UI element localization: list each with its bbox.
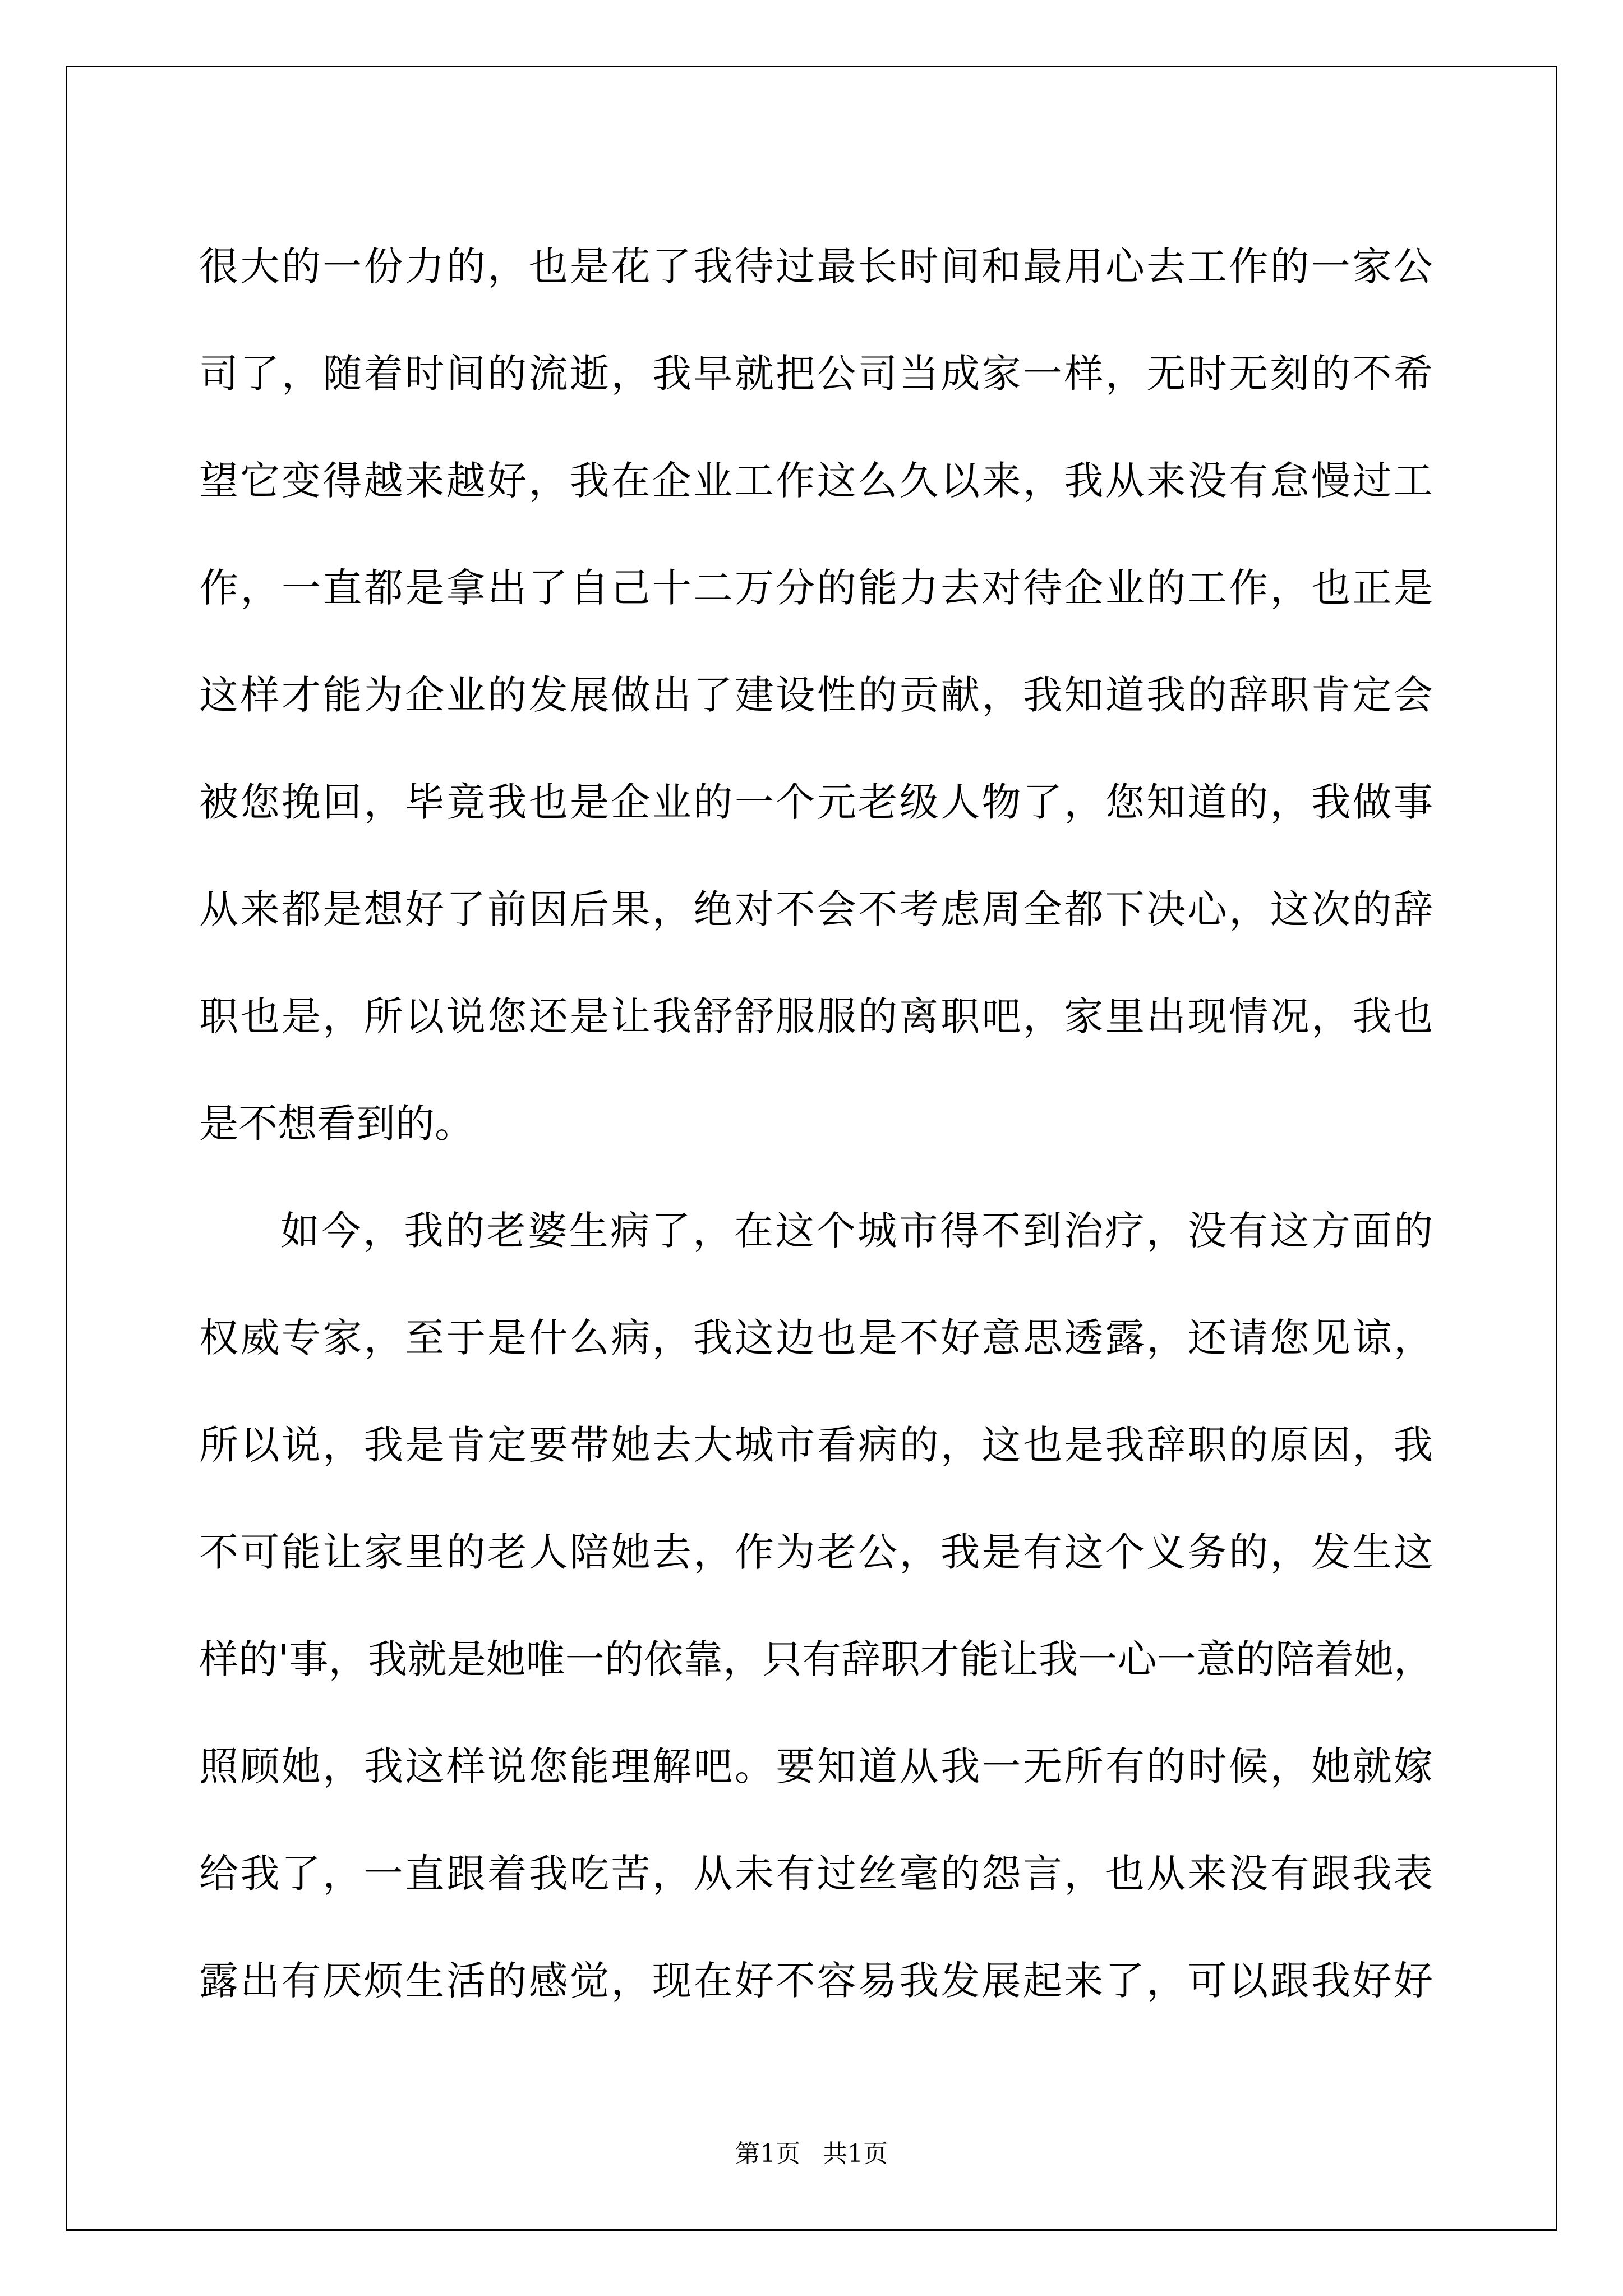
paragraph-1-line-6: 被您挽回，毕竟我也是企业的一个元老级人物了，您知道的，我做事 [199,779,1433,825]
paragraph-2-line-4: 不可能让家里的老人陪她去，作为老公，我是有这个义务的，发生这 [199,1529,1433,1575]
page-footer [0,2137,1623,2171]
paragraph-1-line-4: 作，一直都是拿出了自己十二万分的能力去对待企业的工作，也正是 [199,565,1433,611]
document-body [199,213,1433,2035]
page-total: 共1页 [823,2139,888,2168]
paragraph-2-line-1: 如今，我的老婆生病了，在这个城市得不到治疗，没有这方面的 [280,1208,1433,1254]
paragraph-1-line-2: 司了，随着时间的流逝，我早就把公司当成家一样，无时无刻的不希 [199,351,1433,397]
paragraph-1-line-7: 从来都是想好了前因后果，绝对不会不考虑周全都下决心，这次的辞 [199,886,1433,932]
paragraph-1-line-5: 这样才能为企业的发展做出了建设性的贡献，我知道我的辞职肯定会 [199,672,1433,718]
page-number: 第1页 [735,2139,800,2168]
paragraph-1-line-9: 是不想看到的。 [199,1101,474,1147]
paragraph-1-line-3: 望它变得越来越好，我在企业工作这么久以来，我从来没有怠慢过工 [199,458,1433,504]
paragraph-2-line-6: 照顾她，我这样说您能理解吧。要知道从我一无所有的时候，她就嫁 [199,1743,1433,1789]
paragraph-2-line-8: 露出有厌烦生活的感觉，现在好不容易我发展起来了，可以跟我好好 [199,1958,1433,2004]
paragraph-2-line-3: 所以说，我是肯定要带她去大城市看病的，这也是我辞职的原因，我 [199,1422,1433,1468]
paragraph-1-line-1: 很大的一份力的，也是花了我待过最长时间和最用心去工作的一家公 [199,243,1433,289]
paragraph-2-line-5: 样的'事，我就是她唯一的依靠，只有辞职才能让我一心一意的陪着她， [199,1636,1433,1682]
paragraph-2-line-7: 给我了，一直跟着我吃苦，从未有过丝毫的怨言，也从来没有跟我表 [199,1851,1433,1897]
paragraph-2-line-2: 权威专家，至于是什么病，我这边也是不好意思透露，还请您见谅， [199,1315,1433,1361]
paragraph-1-line-8: 职也是，所以说您还是让我舒舒服服的离职吧，家里出现情况，我也 [199,993,1433,1039]
